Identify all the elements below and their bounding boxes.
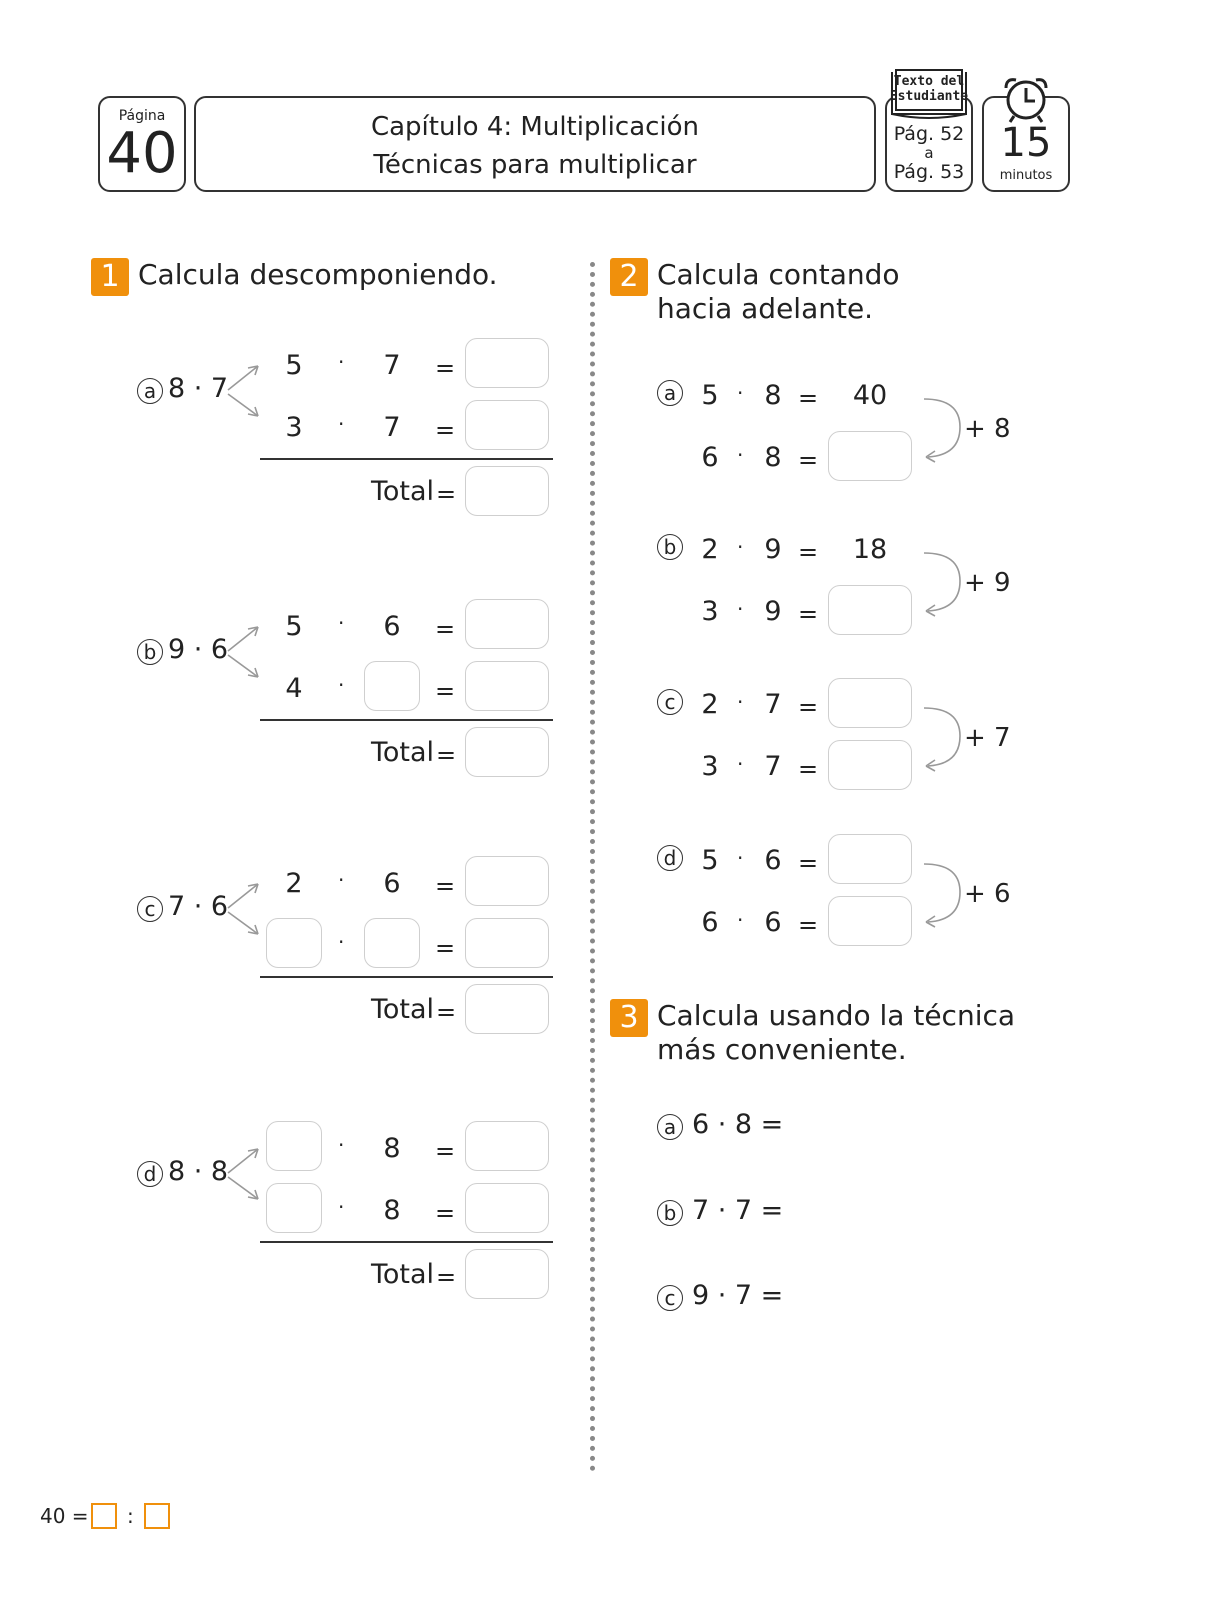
item-letter-a: a <box>137 378 163 404</box>
item-letter-b: b <box>657 1200 683 1226</box>
equals-sign: = <box>435 1137 456 1165</box>
total-label: Total <box>371 994 435 1025</box>
total-answer-box[interactable] <box>465 466 549 516</box>
product-answer-box[interactable] <box>828 740 912 790</box>
multiply-dot: · <box>737 381 744 405</box>
textbook-label-2: Estudiante <box>889 89 969 104</box>
equals-sign: = <box>435 934 456 962</box>
multiply-dot: · <box>737 597 744 621</box>
textbook-label-1: Texto del <box>893 74 965 89</box>
count-forward-arrow-icon <box>920 549 964 619</box>
factor-b: 7 <box>383 412 401 443</box>
sum-line <box>260 976 553 978</box>
exercise-expression: 9 · 7 = <box>692 1280 784 1311</box>
equals-sign: = <box>436 998 457 1026</box>
section-2-instruction <box>657 258 900 326</box>
factor-a: 4 <box>285 673 303 704</box>
split-arrows-icon <box>224 617 264 687</box>
total-answer-box[interactable] <box>465 1249 549 1299</box>
sum-line <box>260 719 553 721</box>
factor-a: 3 <box>701 751 719 782</box>
total-label: Total <box>371 1259 435 1290</box>
minutes-label: minutos <box>999 168 1053 183</box>
factor-b: 8 <box>383 1195 401 1226</box>
equals-sign: = <box>436 480 457 508</box>
factor-b: 8 <box>764 442 782 473</box>
item-letter-a: a <box>657 380 683 406</box>
product-answer-box[interactable] <box>465 599 549 649</box>
total-answer-box[interactable] <box>465 727 549 777</box>
product-answer-box[interactable] <box>828 678 912 728</box>
multiply-dot: · <box>737 846 744 870</box>
book-icon <box>888 66 970 120</box>
equals-sign: = <box>798 911 819 939</box>
equals-sign: = <box>436 1263 457 1291</box>
factor-b: 9 <box>764 534 782 565</box>
factor-a: 2 <box>701 534 719 565</box>
page-number-card <box>98 96 186 192</box>
factor-b: 6 <box>764 845 782 876</box>
total-answer-box[interactable] <box>465 984 549 1034</box>
factor-a: 5 <box>285 611 303 642</box>
decompose-expression: 9 · 6 <box>168 634 229 665</box>
product-answer-box[interactable] <box>828 896 912 946</box>
equals-sign: = <box>798 600 819 628</box>
section-3-instruction-line1: Calcula usando la técnica <box>657 999 1016 1032</box>
multiply-dot: · <box>338 611 345 635</box>
equals-sign: = <box>435 872 456 900</box>
chapter-card <box>194 96 876 192</box>
product-answer-box[interactable] <box>465 1121 549 1171</box>
section-2-instruction-line1: Calcula contando <box>657 258 900 291</box>
exercise-expression: 6 · 8 = <box>692 1109 784 1140</box>
equals-sign: = <box>798 693 819 721</box>
factor-a: 6 <box>701 907 719 938</box>
decompose-expression: 8 · 8 <box>168 1156 229 1187</box>
item-letter-c: c <box>657 1285 683 1311</box>
factor-a: 5 <box>701 845 719 876</box>
chapter-subtitle: Técnicas para multiplicar <box>373 150 697 180</box>
product-answer-box[interactable] <box>828 431 912 481</box>
split-arrows-icon <box>224 356 264 426</box>
ref-separator: a <box>924 144 934 162</box>
sum-line <box>260 1241 553 1243</box>
multiply-dot: · <box>737 752 744 776</box>
equals-sign: = <box>435 615 456 643</box>
product-answer-box[interactable] <box>465 338 549 388</box>
item-letter-d: d <box>137 1161 163 1187</box>
multiply-dot: · <box>338 868 345 892</box>
section-2-badge: 2 <box>610 258 648 296</box>
ref-from: Pág. 52 <box>893 123 965 145</box>
multiply-dot: · <box>338 1133 345 1157</box>
count-forward-arrow-icon <box>920 395 964 465</box>
count-forward-arrow-icon <box>920 860 964 930</box>
factor-a: 3 <box>285 412 303 443</box>
equals-sign: = <box>435 354 456 382</box>
page-label: Página <box>118 108 166 124</box>
product-answer-box[interactable] <box>465 856 549 906</box>
equals-sign: = <box>798 755 819 783</box>
factor-a: 2 <box>701 689 719 720</box>
step-label: + 9 <box>964 568 1011 598</box>
decompose-expression: 8 · 7 <box>168 373 229 404</box>
item-letter-c: c <box>657 689 683 715</box>
item-letter-d: d <box>657 845 683 871</box>
minutes-value: 15 <box>1000 120 1052 166</box>
factor-a-input[interactable] <box>266 1121 322 1171</box>
total-label: Total <box>371 476 435 507</box>
factor-a-input[interactable] <box>266 918 322 968</box>
factor-b: 6 <box>764 907 782 938</box>
decompose-expression: 7 · 6 <box>168 891 229 922</box>
section-1-instruction: Calcula descomponiendo. <box>138 258 498 291</box>
equals-sign: = <box>798 538 819 566</box>
split-arrows-icon <box>224 1139 264 1209</box>
factor-b: 7 <box>764 751 782 782</box>
total-label: Total <box>371 737 435 768</box>
step-label: + 6 <box>964 879 1011 909</box>
known-product: 40 <box>852 380 888 411</box>
factor-b: 6 <box>383 611 401 642</box>
item-letter-a: a <box>657 1114 683 1140</box>
factor-a: 5 <box>701 380 719 411</box>
footer-equation: 40 = <box>40 1504 89 1528</box>
step-label: + 7 <box>964 723 1011 753</box>
factor-b: 7 <box>764 689 782 720</box>
column-divider <box>590 262 595 1472</box>
item-letter-b: b <box>137 639 163 665</box>
factor-b: 8 <box>764 380 782 411</box>
multiply-dot: · <box>737 908 744 932</box>
factor-b: 6 <box>383 868 401 899</box>
factor-b: 7 <box>383 350 401 381</box>
section-3-badge: 3 <box>610 999 648 1037</box>
multiply-dot: · <box>737 690 744 714</box>
equals-sign: = <box>436 741 457 769</box>
split-arrows-icon <box>224 874 264 944</box>
product-answer-box[interactable] <box>828 585 912 635</box>
product-answer-box[interactable] <box>465 918 549 968</box>
multiply-dot: · <box>338 412 345 436</box>
product-answer-box[interactable] <box>465 400 549 450</box>
factor-b: 8 <box>383 1133 401 1164</box>
equals-sign: = <box>435 416 456 444</box>
count-forward-arrow-icon <box>920 704 964 774</box>
item-letter-b: b <box>657 534 683 560</box>
section-3-instruction-line2: más conveniente. <box>657 1033 907 1066</box>
equals-sign: = <box>798 849 819 877</box>
section-3-instruction <box>657 999 1015 1067</box>
section-1-badge: 1 <box>91 258 129 296</box>
factor-b-input[interactable] <box>364 661 420 711</box>
equals-sign: = <box>798 446 819 474</box>
factor-a: 5 <box>285 350 303 381</box>
chapter-title: Capítulo 4: Multiplicación <box>370 112 700 142</box>
multiply-dot: · <box>737 443 744 467</box>
multiply-dot: · <box>338 930 345 954</box>
known-product: 18 <box>852 534 888 565</box>
factor-a: 2 <box>285 868 303 899</box>
ref-to: Pág. 53 <box>893 161 965 183</box>
exercise-expression: 7 · 7 = <box>692 1195 784 1226</box>
multiply-dot: · <box>338 350 345 374</box>
product-answer-box[interactable] <box>828 834 912 884</box>
chapter-title-block <box>196 108 874 184</box>
alarm-clock-icon <box>1000 74 1052 124</box>
step-label: + 8 <box>964 414 1011 444</box>
multiply-dot: · <box>737 535 744 559</box>
sum-line <box>260 458 553 460</box>
page-number: 40 <box>106 121 178 186</box>
factor-a-input[interactable] <box>266 1183 322 1233</box>
factor-b: 9 <box>764 596 782 627</box>
equals-sign: = <box>798 384 819 412</box>
equals-sign: = <box>435 677 456 705</box>
factor-a: 3 <box>701 596 719 627</box>
footer-answer-box-1[interactable] <box>91 1503 117 1529</box>
multiply-dot: · <box>338 1195 345 1219</box>
product-answer-box[interactable] <box>465 661 549 711</box>
factor-a: 6 <box>701 442 719 473</box>
factor-b-input[interactable] <box>364 918 420 968</box>
equals-sign: = <box>435 1199 456 1227</box>
footer-separator: : <box>127 1504 134 1528</box>
section-2-instruction-line2: hacia adelante. <box>657 292 874 325</box>
multiply-dot: · <box>338 673 345 697</box>
textbook-pages <box>887 124 971 183</box>
item-letter-c: c <box>137 896 163 922</box>
product-answer-box[interactable] <box>465 1183 549 1233</box>
footer-answer-box-2[interactable] <box>144 1503 170 1529</box>
